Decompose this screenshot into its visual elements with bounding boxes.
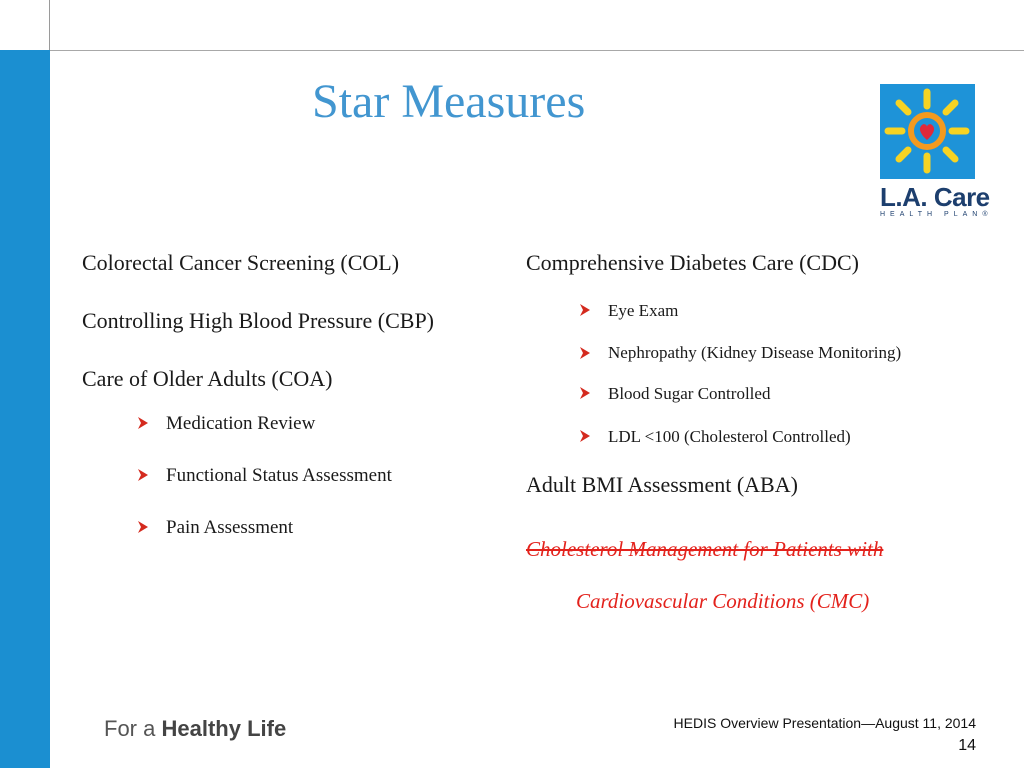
sub-bullet [82,515,512,541]
sidebar-cap [0,0,50,50]
cmc-line-2: Cardiovascular Conditions (CMC) [576,589,870,613]
arrow-bullet-icon [136,520,150,534]
measure-aba: Adult BMI Assessment (ABA) [526,472,798,497]
footer-brand [104,716,286,742]
sub-bullet [526,332,908,374]
header-rule [50,50,1024,51]
measure-coa: Care of Older Adults (COA) [82,366,333,391]
left-sidebar-bar [0,0,50,768]
arrow-bullet-icon [578,386,592,400]
logo-name: L.A. Care [880,182,990,212]
sub-bullet-label: Nephropathy (Kidney Disease Monitoring) [608,343,902,362]
arrow-bullet-icon [578,429,592,443]
measure-col: Colorectal Cancer Screening (COL) [82,250,400,275]
footer-brand-bold: Healthy Life [161,716,287,741]
arrow-bullet-icon [578,303,592,317]
sub-bullet-label: Eye Exam [608,301,679,320]
sub-bullet-label: Pain Assessment [166,517,294,538]
cmc-line-1: Cholesterol Management for Patients with [526,537,884,561]
sub-bullet-label: Blood Sugar Controlled [608,384,771,403]
sub-bullet [526,299,966,323]
footer-brand-prefix: For a [104,716,156,741]
sub-bullet-label: Functional Status Assessment [166,465,392,486]
la-care-logo [880,84,993,218]
sub-bullet [82,463,512,489]
presentation-caption: HEDIS Overview Presentation—August 11, 2014 [673,715,976,731]
sub-bullet [526,382,966,406]
measure-cbp: Controlling High Blood Pressure (CBP) [82,308,435,333]
page-number: 14 [958,737,976,754]
measure-cmc-struck [526,523,966,627]
arrow-bullet-icon [136,416,150,430]
slide-title: Star Measures [312,75,586,128]
logo-tagline: HEALTH PLAN® [880,211,993,218]
sub-bullet [526,425,966,449]
sub-bullet [82,411,512,437]
arrow-bullet-icon [578,346,592,360]
sub-bullet-label: Medication Review [166,413,316,434]
sun-logo-icon [880,84,975,179]
left-column [82,249,512,567]
right-column [526,249,966,627]
arrow-bullet-icon [136,468,150,482]
measure-cdc: Comprehensive Diabetes Care (CDC) [526,250,859,275]
sub-bullet-label: LDL <100 (Cholesterol Controlled) [608,427,851,446]
